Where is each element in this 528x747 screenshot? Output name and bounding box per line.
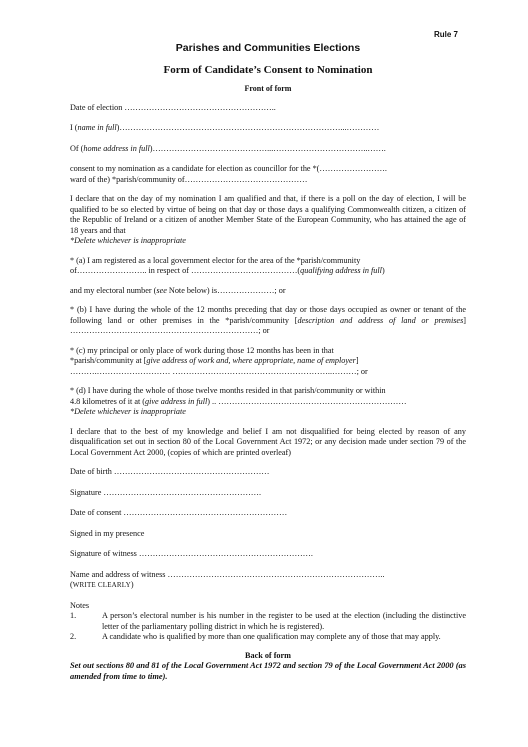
home-address-field[interactable] <box>70 144 466 155</box>
signed-in-presence-label: Signed in my presence <box>70 528 145 538</box>
electoral-number-see: see <box>156 285 167 295</box>
form-subtitle: Front of form <box>244 83 292 93</box>
option-c-hint: give address of work and, where appropriate, name of employer <box>146 356 356 366</box>
write-clearly-text: WRITE CLEARLY <box>72 581 131 590</box>
signature-field[interactable]: Signature …………………………………………………. <box>70 487 262 497</box>
back-of-form-heading: Back of form <box>245 650 291 660</box>
electoral-number-field[interactable] <box>70 286 466 297</box>
write-clearly-hint <box>70 580 466 591</box>
form-heading: Parishes and Communities Elections <box>175 42 361 54</box>
option-c-line2-end: ] <box>355 356 359 366</box>
option-c-line2 <box>70 356 466 367</box>
full-name-label: I ( <box>70 123 78 133</box>
declaration-text: I declare that on the day of my nomination I am qualified and that, if there is a poll on the day of election, I will be qualified to be so elected by virtue of being on that day or those days a qualifying Commonwealth citizen, a citizen of the Republic of Ireland or a citizen of another Member State of the European Community, who has attained the age of 18 years and that <box>70 194 466 235</box>
option-a-line1: * (a) I am registered as a local government elector for the area of the *parish/community <box>70 255 361 265</box>
consent-statement-line1[interactable]: consent to my nomination as a candidate for election as councillor for the *(……………………. <box>70 164 387 174</box>
delete-note-1: *Delete whichever is inappropriate <box>70 236 186 246</box>
full-name-hint: name in full <box>77 123 117 133</box>
full-name-field[interactable] <box>70 123 466 134</box>
option-a-line2-end: ) <box>381 266 385 276</box>
write-clearly-open: ( <box>70 580 73 590</box>
date-of-election-field[interactable]: Date of election ……………………………………………….. <box>70 102 276 112</box>
form-title: Form of Candidate’s Consent to Nomination <box>163 64 373 77</box>
option-a-line2-start: of…………………….. in respect of …………………………………( <box>70 266 301 276</box>
note-item <box>70 632 466 643</box>
option-b-hint: description and address of land or premises <box>297 315 464 325</box>
option-d-line2-start: 4.8 kilometres of it at ( <box>70 396 146 406</box>
write-clearly-close: ) <box>130 580 134 590</box>
option-c-line2-start: *parish/community at [ <box>70 356 147 366</box>
back-of-form-text: Set out sections 80 and 81 of the Local Government Act 1972 and section 79 of the Local Government Act 2000 (as amended from time to time). <box>70 661 466 681</box>
note-number: 1. <box>70 611 77 621</box>
date-of-birth-field[interactable]: Date of birth ………………………………………………… <box>70 467 270 477</box>
rule-number: Rule 7 <box>433 30 458 39</box>
consent-statement-line2[interactable]: ward of the) *parish/community of……………………………………… <box>70 174 308 184</box>
note-item <box>70 611 466 632</box>
option-d-line1: * (d) I have during the whole of those twelve months resided in that parish/community or within <box>70 386 386 396</box>
delete-note-2: *Delete whichever is inappropriate <box>70 407 186 417</box>
home-address-label: Of ( <box>70 143 84 153</box>
notes-heading: Notes <box>70 600 90 610</box>
option-a-hint: qualifying address in full <box>300 266 382 276</box>
witness-name-address-field[interactable]: Name and address of witness …………………………………………………………………….. <box>70 569 385 579</box>
date-of-consent-field[interactable]: Date of consent …………………………………………………… <box>70 508 288 518</box>
full-name-dots: )………………………………………………………………………...………… <box>116 123 380 133</box>
note-text: A candidate who is qualified by more than one qualification may complete any of those that may apply. <box>102 632 441 642</box>
option-d-line2-end: ) .. …………………………………………………………… <box>207 396 407 406</box>
option-b-end: ] ……………………………………………………………; or <box>70 315 466 336</box>
home-address-hint: home address in full <box>83 143 150 153</box>
home-address-dots: )……………………………………...……………………………..……. <box>149 143 386 153</box>
option-c-line1: * (c) my principal or only place of work during those 12 months has been in that <box>70 345 334 355</box>
option-d-hint: give address in full <box>145 396 208 406</box>
witness-signature-field[interactable]: Signature of witness ………………………………………………………. <box>70 549 313 559</box>
option-c-line3[interactable]: ……….……………………… …………………………………………………..………; or <box>70 366 368 376</box>
option-b[interactable] <box>70 305 466 337</box>
disqualification-declaration: I declare that to the best of my knowledge and belief I am not disqualified for being elected by reason of any disqualification set out in section 80 of the Local Government Act 1972; or any decision made under section 79 of the Local Government Act 2000, (copies of which are printed overleaf) <box>70 426 466 457</box>
note-number: 2. <box>70 632 77 642</box>
electoral-number-dots: Note below) is…………………; or <box>166 285 286 295</box>
option-b-start: * (b) I have during the whole of the 12 months preceding that day or those days occupied as owner or tenant of the following land or other premises in the *parish/community [ <box>70 305 466 325</box>
electoral-number-label: and my electoral number ( <box>70 285 157 295</box>
option-a-line2[interactable] <box>70 266 466 277</box>
note-text: A person’s electoral number is his number in the register to be used at the election (including the distinctive letter of the parliamentary polling district in which he is registered). <box>102 611 466 631</box>
option-d-line2[interactable] <box>70 397 466 408</box>
